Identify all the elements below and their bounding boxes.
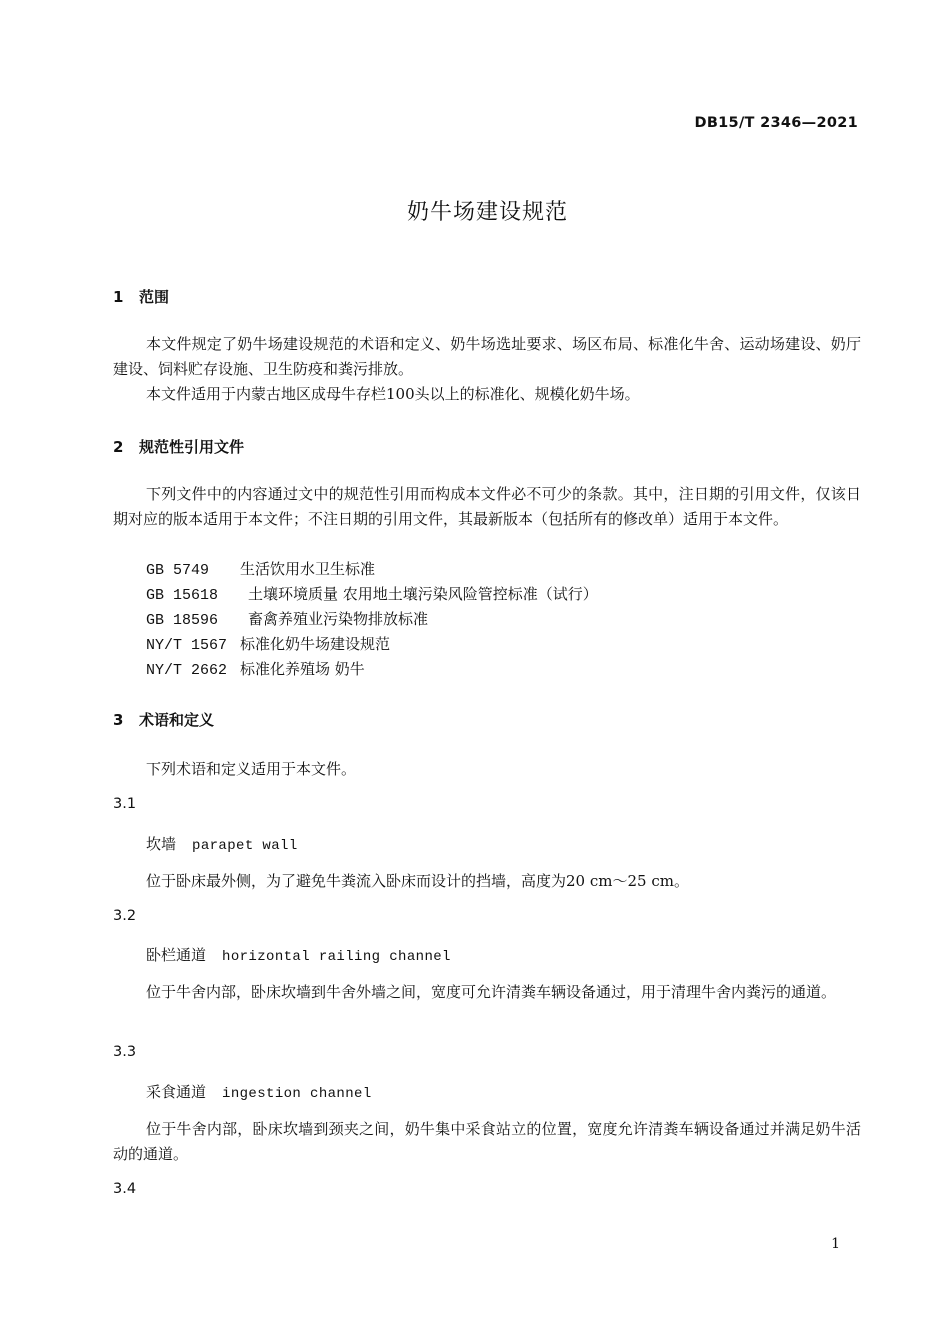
section-heading-normative-refs	[113, 436, 244, 457]
term-number: 3.2	[113, 908, 137, 924]
term-number: 3.4	[113, 1181, 137, 1197]
section-number: 2	[113, 438, 124, 456]
scope-paragraph-2: 本文件适用于内蒙古地区成母牛存栏100头以上的标准化、规模化奶牛场。	[146, 385, 640, 403]
reference-name: 土壤环境质量 农用地土壤污染风险管控标准（试行）	[248, 585, 598, 603]
term-title	[146, 1081, 372, 1102]
section-title: 术语和定义	[139, 711, 215, 729]
term-definition: 位于牛舍内部，卧床坎墙到颈夹之间，奶牛集中采食站立的位置，宽度允许清粪车辆设备通过并满足奶牛活动的通道。	[113, 1120, 861, 1163]
reference-item	[146, 608, 428, 629]
term-zh: 采食通道	[146, 1083, 207, 1101]
reference-code: GB 18596	[146, 612, 219, 629]
term-title	[146, 944, 451, 965]
terms-intro: 下列术语和定义适用于本文件。	[146, 760, 357, 778]
document-title: 奶牛场建设规范	[406, 200, 568, 225]
reference-name: 畜禽养殖业污染物排放标准	[248, 610, 429, 628]
term-en: horizontal railing channel	[222, 949, 451, 965]
section-heading-terms	[113, 709, 214, 730]
page-number: 1	[831, 1236, 840, 1252]
reference-item	[146, 633, 390, 654]
term-definition: 位于卧床最外侧，为了避免牛粪流入卧床而设计的挡墙，高度为20 cm～25 cm。	[146, 872, 689, 890]
normative-refs-intro: 下列文件中的内容通过文中的规范性引用而构成本文件必不可少的条款。其中，注日期的引用文件，仅该日期对应的版本适用于本文件；不注日期的引用文件，其最新版本（包括所有的修改单）适用于本文件。	[113, 485, 861, 528]
section-number: 3	[113, 711, 124, 729]
reference-code: GB 15618	[146, 587, 219, 604]
reference-item	[146, 558, 375, 579]
term-number: 3.1	[113, 796, 137, 812]
term-en: ingestion channel	[222, 1086, 372, 1102]
reference-item	[146, 583, 598, 604]
section-heading-scope	[113, 286, 169, 307]
reference-code: NY/T 1567	[146, 637, 228, 654]
reference-name: 标准化奶牛场建设规范	[240, 635, 391, 653]
document-number: DB15/T 2346—2021	[694, 115, 858, 131]
reference-item	[146, 658, 365, 679]
term-number: 3.3	[113, 1044, 137, 1060]
term-en: parapet wall	[192, 838, 298, 854]
term-definition: 位于牛舍内部，卧床坎墙到牛舍外墙之间，宽度可允许清粪车辆设备通过，用于清理牛舍内粪污的通道。	[146, 983, 837, 1001]
section-title: 范围	[139, 288, 170, 306]
section-number: 1	[113, 288, 124, 306]
term-title	[146, 833, 298, 854]
reference-name: 标准化养殖场 奶牛	[240, 660, 365, 678]
reference-code: GB 5749	[146, 562, 210, 579]
term-zh: 坎墙	[146, 835, 177, 853]
section-title: 规范性引用文件	[139, 438, 245, 456]
reference-code: NY/T 2662	[146, 662, 228, 679]
scope-paragraph-1: 本文件规定了奶牛场建设规范的术语和定义、奶牛场选址要求、场区布局、标准化牛舍、运动场建设、奶厅建设、饲料贮存设施、卫生防疫和粪污排放。	[113, 335, 861, 378]
term-zh: 卧栏通道	[146, 946, 207, 964]
reference-name: 生活饮用水卫生标准	[240, 560, 376, 578]
